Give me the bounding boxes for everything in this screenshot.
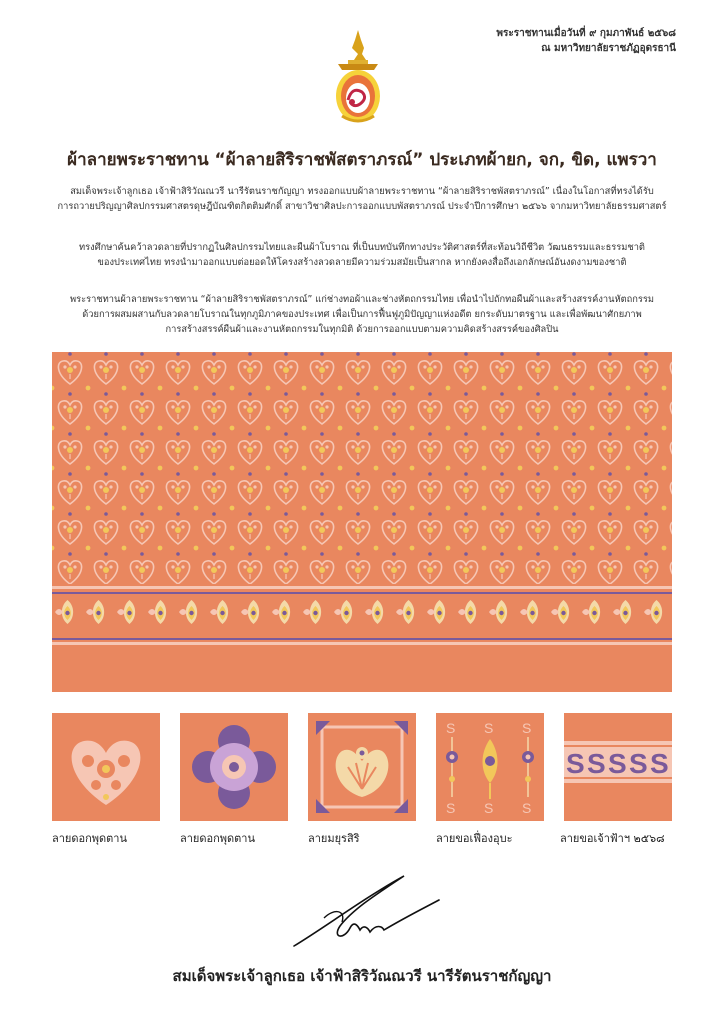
svg-text:S: S — [522, 800, 532, 816]
svg-text:S: S — [484, 720, 494, 736]
date-line: พระราชทานเมื่อวันที่ ๙ กุมภาพันธ์ ๒๕๖๘ — [496, 28, 676, 39]
svg-text:S: S — [566, 748, 585, 779]
svg-text:S: S — [608, 748, 627, 779]
page-title: ผ้าลายพระราชทาน “ผ้าลายสิริราชพัสตราภรณ์” ประเภทผ้ายก, จก, ขิด, แพรวา — [67, 150, 657, 170]
signer-name: สมเด็จพระเจ้าลูกเธอ เจ้าฟ้าสิริวัณณวรี นารีรัตนราชกัญญา — [172, 967, 552, 985]
paragraph-line: สมเด็จพระเจ้าลูกเธอ เจ้าฟ้าสิริวัณณวรี นารีรัตนราชกัญญา ทรงออกแบบผ้าลายพระราชทาน “ผ้าลายสิริราชพัสตราภรณ์” เนื่องในโอกาสที่ทรงได้รับ — [70, 186, 654, 197]
swatch-s-hook-band — [564, 713, 672, 821]
swatch-hanging-garland — [436, 713, 544, 821]
swatch-caption: ลายมยุรสิริ — [308, 832, 360, 845]
svg-text:S: S — [522, 720, 532, 736]
svg-text:S: S — [446, 800, 456, 816]
paragraph-3 — [50, 292, 674, 337]
swatch-caption: ลายดอกพุดตาน — [180, 832, 256, 845]
swatch-heart-flower — [52, 713, 160, 821]
header-note — [496, 26, 676, 56]
textile-pattern-image — [52, 352, 672, 692]
svg-text:S: S — [629, 748, 648, 779]
paragraph-line: พระราชทานผ้าลายพระราชทาน “ผ้าลายสิริราชพัสตราภรณ์” แก่ช่างทอผ้าและช่างหัตถกรรมไทย เพื่อนำไปถักทอผืนผ้าและสร้างสรรค์งานหัตถกรรม — [70, 294, 654, 305]
paragraph-line: ด้วยการผสมผสานกับลวดลายโบราณในทุกภูมิภาคของประเทศ เพื่อเป็นการฟื้นฟูภูมิปัญญาแห่งอดีต ยกระดับมาตรฐาน และเพื่อพัฒนาศักยภาพ — [82, 309, 642, 320]
paragraph-2 — [50, 240, 674, 270]
royal-emblem-icon — [326, 28, 390, 128]
swatch-caption: ลายดอกพุดตาน — [52, 832, 128, 845]
swatch-purple-flower — [180, 713, 288, 821]
svg-text:S: S — [484, 800, 494, 816]
paragraph-1 — [50, 184, 674, 214]
svg-text:S: S — [650, 748, 669, 779]
signature-image — [284, 868, 444, 958]
place-line: ณ มหาวิทยาลัยราชภัฏอุดรธานี — [541, 43, 676, 54]
svg-text:S: S — [587, 748, 606, 779]
swatch-peacock — [308, 713, 416, 821]
swatch-caption: ลายขอเจ้าฟ้าฯ ๒๕๖๘ — [560, 832, 665, 845]
paragraph-line: ทรงศึกษาค้นคว้าลวดลายที่ปรากฏในศิลปกรรมไทยและผืนผ้าโบราณ ที่เป็นบทบันทึกทางประวัติศาสตร์ที่สะท้อนวิถีชีวิต วัฒนธรรมและธรรมชาติ — [79, 242, 645, 253]
paragraph-line: การสร้างสรรค์ผืนผ้าและงานหัตถกรรมในทุกมิติ ด้วยการออกแบบตามความคิดสร้างสรรค์ของศิลปิน — [165, 324, 559, 335]
paragraph-line: ของประเทศไทย ทรงนำมาออกแบบต่อยอดให้โครงสร้างลวดลายมีความร่วมสมัยเป็นสากล หากยังคงสื่อถึงเอกลักษณ์อันงดงามของชาติ — [97, 257, 627, 268]
swatch-caption: ลายขอเฟื่องอุบะ — [436, 832, 513, 845]
svg-text:S: S — [446, 720, 456, 736]
paragraph-line: การถวายปริญญาศิลปกรรมศาสตรดุษฎีบัณฑิตกิตติมศักดิ์ สาขาวิชาศิลปะการออกแบบพัสตราภรณ์ ประจำปีการศึกษา ๒๕๖๖ จากมหาวิทยาลัยธรรมศาสตร์ — [57, 201, 667, 212]
